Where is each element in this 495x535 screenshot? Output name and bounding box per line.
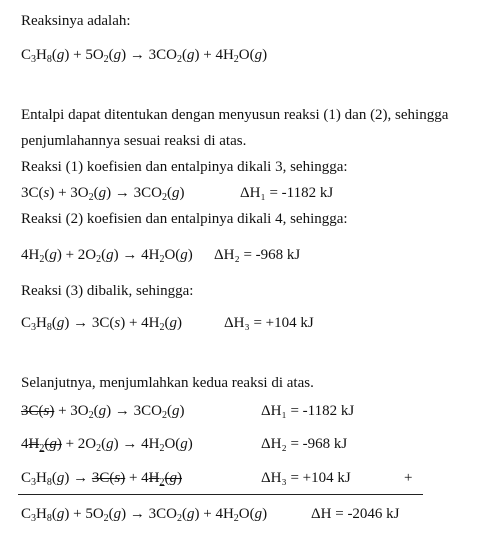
main-reaction: $C_3H_8(g) + 5O_2(g) \to 3CO_2(g) + 4H_2O(g)$ [21, 47, 268, 65]
explanation-line-1: Entalpi dapat ditentukan dengan menyusun reaksi (1) dan (2), sehingga [21, 107, 449, 123]
sum-enthalpy-2: ΔH₂ = -968 kJ [261, 436, 348, 452]
sum-note: Selanjutnya, menjumlahkan kedua reaksi di atas. [21, 375, 314, 391]
plus-sign: + [404, 470, 413, 486]
sum-enthalpy-3: ΔH₃ = +104 kJ [261, 470, 351, 486]
step2-note: Reaksi (2) koefisien dan entalpinya dikali 4, sehingga: [21, 211, 348, 227]
sum-reaction-3: $C_3H_8(g) \to 3C(s) + 4H_2(g)$ [21, 470, 183, 488]
sum-reaction-2: $4H_2(g) + 2O_2(g) \to 4H_2O(g)$ [21, 436, 193, 454]
total-reaction: $C_3H_8(g) + 5O_2(g) \to 3CO_2(g) + 4H_2O(g)$ [21, 506, 268, 524]
sum-divider [18, 494, 423, 495]
sum-reaction-1: $3C(s) + 3O_2(g) \to 3CO_2(g)$ [21, 403, 185, 421]
sum-enthalpy-1: ΔH₁ = -1182 kJ [261, 403, 355, 419]
step1-note: Reaksi (1) koefisien dan entalpinya dikali 3, sehingga: [21, 159, 348, 175]
total-enthalpy: ΔH = -2046 kJ [311, 506, 400, 522]
step3-note: Reaksi (3) dibalik, sehingga: [21, 283, 194, 299]
step3-reaction: $C_3H_8(g) \to 3C(s) + 4H_2(g)$ [21, 315, 182, 333]
step2-enthalpy: ΔH₂ = -968 kJ [214, 247, 301, 263]
step1-enthalpy: ΔH₁ = -1182 kJ [240, 185, 334, 201]
explanation-line-2: penjumlahannya sesuai reaksi di atas. [21, 133, 247, 149]
step1-reaction: $3C(s) + 3O_2(g) \to 3CO_2(g)$ [21, 185, 185, 203]
step3-enthalpy: ΔH₃ = +104 kJ [224, 315, 314, 331]
step2-reaction: $4H_2(g) + 2O_2(g) \to 4H_2O(g)$ [21, 247, 193, 265]
intro-text: Reaksinya adalah: [21, 13, 131, 29]
